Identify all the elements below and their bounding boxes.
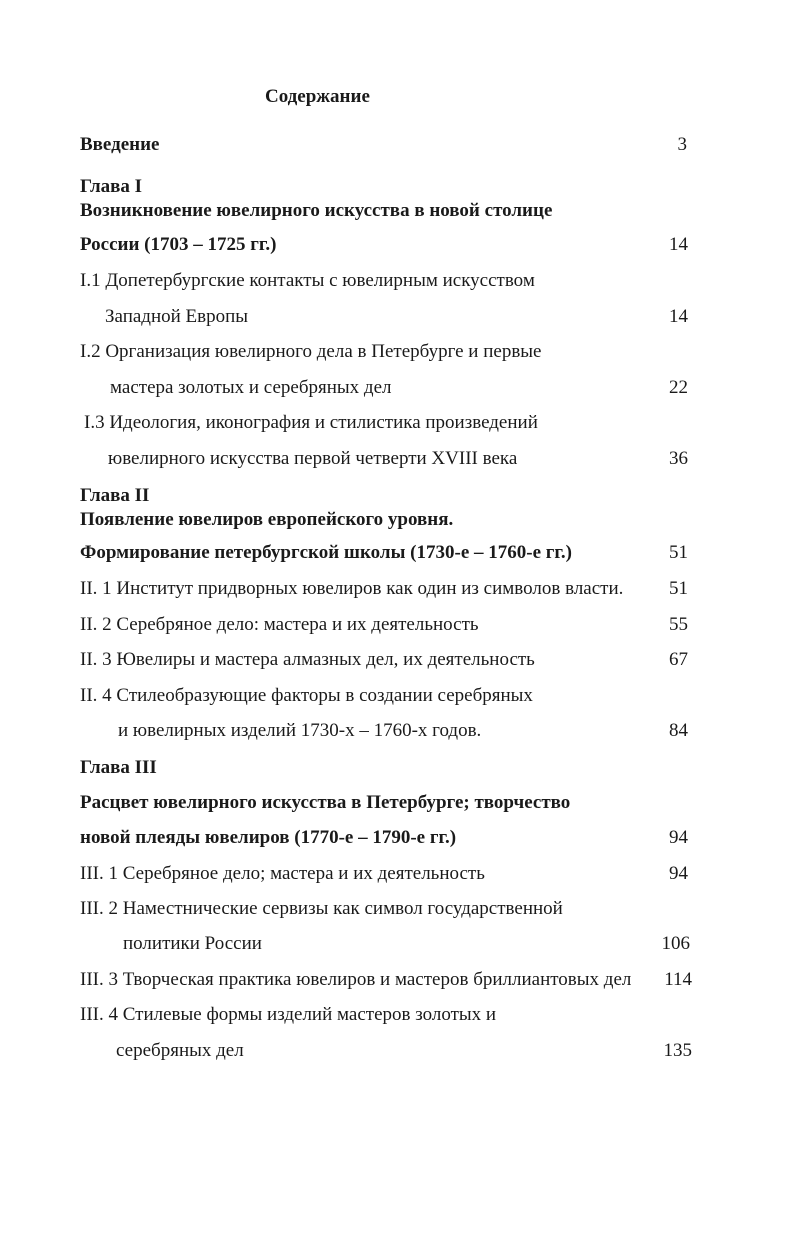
chapter-title-1-line1: Возникновение ювелирного искусства в новой столице	[80, 200, 553, 221]
toc-page-number-1-1: 14	[669, 306, 688, 327]
chapter-heading-2: Глава II	[80, 485, 150, 506]
toc-entry-2-4-line1: II. 4 Стилеобразующие факторы в создании серебряных	[80, 685, 533, 706]
toc-page-number-2-1: 51	[669, 578, 688, 599]
toc-entry-1-2-line1: I.2 Организация ювелирного дела в Петербурге и первые	[80, 341, 542, 362]
toc-page-number-1-2: 22	[669, 377, 688, 398]
toc-page-number-2-2: 55	[669, 614, 688, 635]
toc-page-number-ch2: 51	[669, 542, 688, 563]
toc-entry-3-4-line1: III. 4 Стилевые формы изделий мастеров золотых и	[80, 1004, 497, 1025]
toc-page-number-2-4: 84	[669, 720, 688, 741]
chapter-title-2-line2: Формирование петербургской школы (1730-е – 1760-е гг.)	[80, 542, 572, 563]
toc-entry-3-2-line1: III. 2 Наместнические сервизы как символ государственной	[80, 898, 563, 919]
chapter-heading-1: Глава I	[80, 176, 143, 197]
toc-entry-1-2-line2: мастера золотых и серебряных дел	[110, 377, 392, 398]
toc-entry-2-3: II. 3 Ювелиры и мастера алмазных дел, их деятельность	[80, 649, 535, 670]
toc-page-number-ch3: 94	[669, 827, 688, 848]
toc-entry-2-4-line2: и ювелирных изделий 1730-х – 1760-х годов.	[118, 720, 482, 741]
chapter-title-3-line1: Расцвет ювелирного искусства в Петербурге; творчество	[80, 792, 571, 813]
chapter-title-2-line1: Появление ювелиров европейского уровня.	[80, 509, 454, 530]
chapter-title-3-line2: новой плеяды ювелиров (1770-е – 1790-е гг.)	[80, 827, 457, 848]
toc-page-number-3-2: 106	[661, 933, 690, 954]
toc-entry-3-2-line2: политики России	[123, 933, 262, 954]
toc-entry-2-2: II. 2 Серебряное дело: мастера и их деятельность	[80, 614, 479, 635]
toc-page-number-intro: 3	[677, 134, 687, 155]
toc-page-number-2-3: 67	[669, 649, 688, 670]
chapter-heading-3: Глава III	[80, 757, 157, 778]
toc-page-number-1-3: 36	[669, 448, 688, 469]
toc-entry-2-1: II. 1 Институт придворных ювелиров как один из символов власти.	[80, 578, 624, 599]
toc-page-number-ch1: 14	[669, 234, 688, 255]
toc-entry-3-4-line2: серебряных дел	[116, 1040, 244, 1061]
chapter-title-1-line2: России (1703 – 1725 гг.)	[80, 234, 277, 255]
toc-entry-1-1-line1: I.1 Допетербургские контакты с ювелирным искусством	[80, 270, 535, 291]
toc-entry-intro: Введение	[80, 134, 160, 155]
toc-entry-1-3-line1: I.3 Идеология, иконография и стилистика произведений	[84, 412, 538, 433]
toc-entry-3-3: III. 3 Творческая практика ювелиров и мастеров бриллиантовых дел	[80, 969, 632, 990]
page-title: Содержание	[265, 86, 370, 107]
toc-entry-3-1: III. 1 Серебряное дело; мастера и их деятельность	[80, 863, 485, 884]
toc-page-number-3-3: 114	[664, 969, 692, 990]
toc-entry-1-3-line2: ювелирного искусства первой четверти XVIII века	[108, 448, 518, 469]
toc-page-number-3-1: 94	[669, 863, 688, 884]
toc-page-number-3-4: 135	[663, 1040, 692, 1061]
toc-entry-1-1-line2: Западной Европы	[105, 306, 249, 327]
